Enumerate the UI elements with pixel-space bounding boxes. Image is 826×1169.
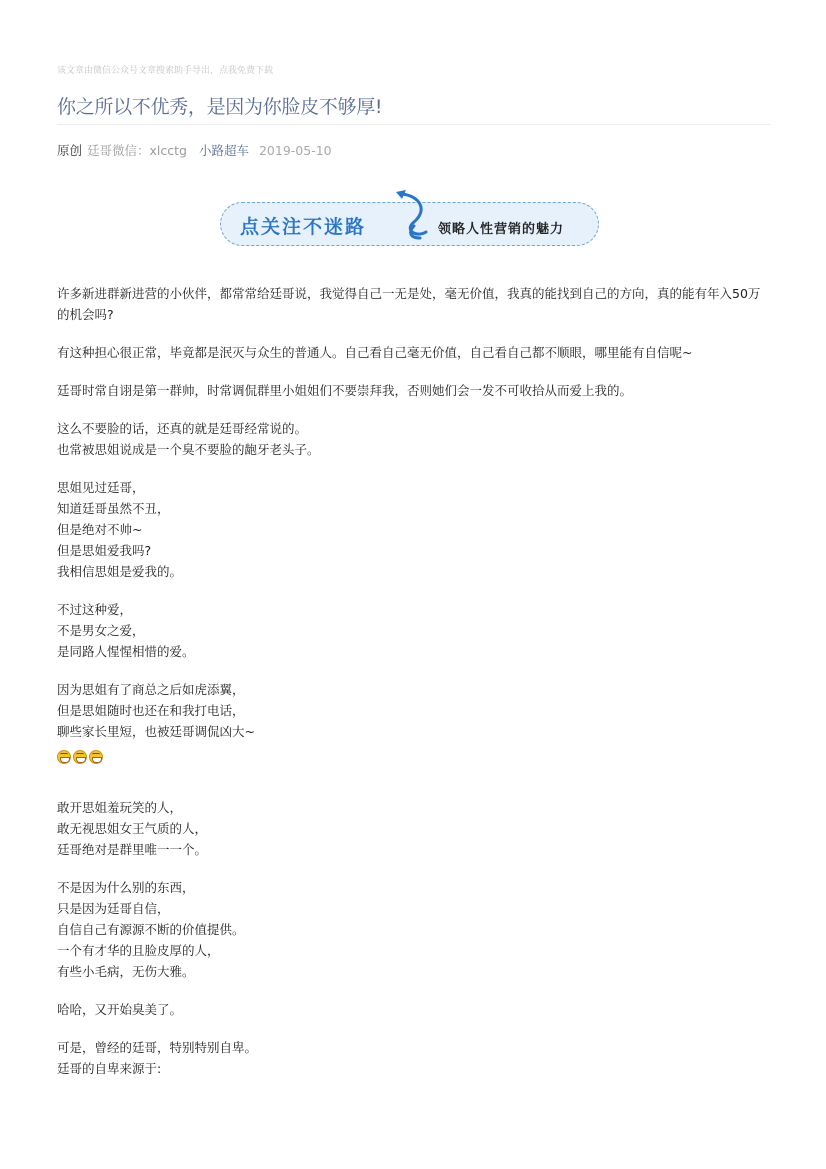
paragraph-line: 哈哈，又开始臭美了。	[57, 1002, 183, 1017]
paragraph	[57, 380, 770, 401]
paragraph-line: 不过这种爱，	[57, 602, 133, 617]
paragraph-line: 但是绝对不帅~	[57, 522, 143, 537]
paragraph-line: 知道廷哥虽然不丑，	[57, 501, 170, 516]
paragraph-line: 也常被思姐说成是一个臭不要脸的龅牙老头子。	[57, 442, 320, 457]
paragraph-line: 是同路人惺惺相惜的爱。	[57, 644, 195, 659]
banner-slogan-text: 领略人性营销的魅力	[438, 222, 565, 237]
grin-icon	[73, 750, 87, 764]
paragraph	[57, 877, 770, 982]
paragraph	[57, 477, 770, 582]
paragraph-line: 但是思姐随时也还在和我打电话，	[57, 703, 245, 718]
paragraph-line: 不是男女之爱，	[57, 623, 145, 638]
paragraph	[57, 1037, 770, 1079]
paragraph-line: 不是因为什么别的东西，	[57, 880, 195, 895]
paragraph-line: 聊些家长里短，也被廷哥调侃凶大~	[57, 724, 255, 739]
swirl-arrow-icon	[380, 188, 440, 250]
paragraph	[57, 283, 770, 325]
paragraph-line: 敢开思姐羞玩笑的人，	[57, 800, 183, 815]
publish-date: 2019-05-10	[258, 143, 332, 158]
export-notice[interactable]: 该文章由微信公众号文章搜索助手导出，点我免费下载	[57, 66, 274, 76]
paragraph	[57, 599, 770, 662]
paragraph-line: 有这种担心很正常，毕竟都是泯灭与众生的普通人。自己看自己毫无价值，自己看自己都不顺眼，哪里能有自信呢~	[57, 345, 693, 360]
paragraph-line: 敢无视思姐女王气质的人，	[57, 821, 208, 836]
paragraph	[57, 679, 770, 742]
paragraph-line: 廷哥绝对是群里唯一一个。	[57, 842, 208, 857]
emoji-row	[57, 746, 770, 768]
paragraph-line: 这么不要脸的话，还真的就是廷哥经常说的。	[57, 421, 308, 436]
article-body	[57, 283, 770, 1096]
grin-icon	[89, 750, 103, 764]
paragraph-line: 可是，曾经的廷哥，特别特别自卑。	[57, 1040, 258, 1055]
follow-banner	[220, 188, 601, 250]
account-link[interactable]: 小路超车	[198, 143, 249, 158]
paragraph	[57, 797, 770, 860]
paragraph-line: 因为思姐有了商总之后如虎添翼，	[57, 682, 245, 697]
paragraph-line: 许多新进群新进营的小伙伴，都常常给廷哥说，我觉得自己一无是处，毫无价值，我真的能找到自己的方向，真的能有年入50万的机会吗?	[57, 286, 761, 322]
paragraph-line: 我相信思姐是爱我的。	[57, 564, 183, 579]
paragraph	[57, 999, 770, 1020]
original-tag: 原创	[57, 143, 83, 158]
paragraph-line: 思姐见过廷哥，	[57, 480, 145, 495]
title-divider	[57, 124, 770, 125]
paragraph-line: 但是思姐爱我吗?	[57, 543, 152, 558]
article-meta	[57, 141, 332, 159]
paragraph-line: 廷哥时常自诩是第一群帅，时常调侃群里小姐姐们不要崇拜我，否则她们会一发不可收拾从而爱上我的。	[57, 383, 633, 398]
paragraph	[57, 418, 770, 460]
author-name: 廷哥微信：xlcctg	[87, 143, 187, 158]
banner-follow-text: 点关注不迷路	[240, 216, 367, 238]
paragraph	[57, 342, 770, 363]
grin-icon	[57, 750, 71, 764]
paragraph-line: 一个有才华的且脸皮厚的人，	[57, 943, 220, 958]
article-title: 你之所以不优秀，是因为你脸皮不够厚!	[57, 96, 383, 118]
paragraph-line: 有些小毛病，无伤大雅。	[57, 964, 195, 979]
paragraph-line: 自信自己有源源不断的价值提供。	[57, 922, 245, 937]
paragraph-line: 廷哥的自卑来源于:	[57, 1061, 162, 1076]
paragraph-line: 只是因为廷哥自信，	[57, 901, 170, 916]
